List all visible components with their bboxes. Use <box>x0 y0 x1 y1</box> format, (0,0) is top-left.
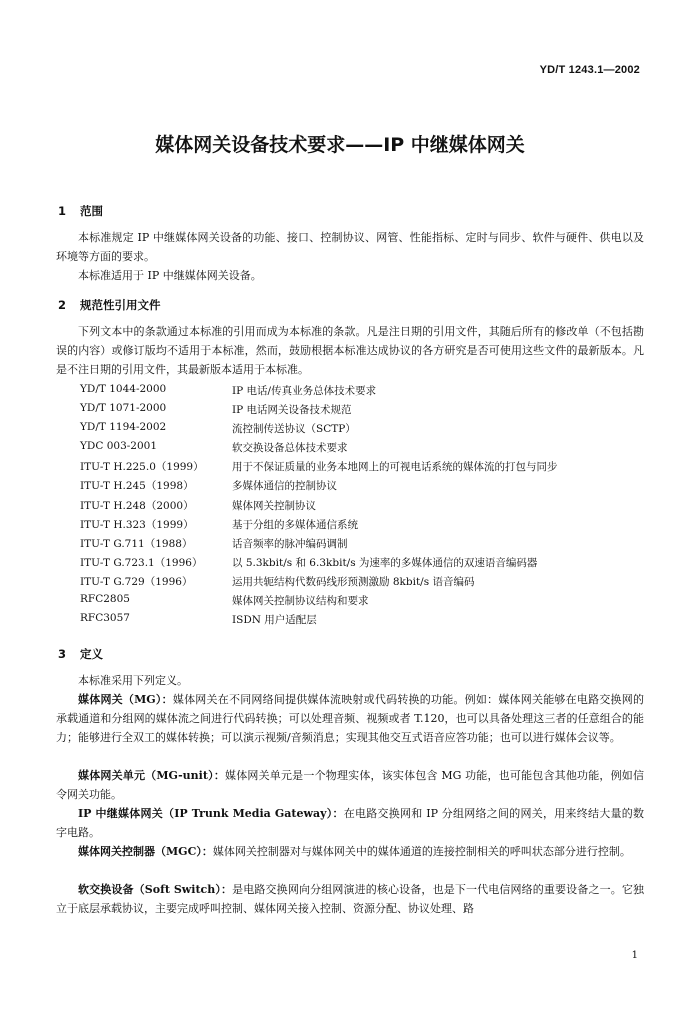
reference-title: 媒体网关控制协议结构和要求 <box>232 595 369 608</box>
reference-code: ITU-T G.729（1996） <box>80 575 193 588</box>
reference-item <box>80 440 558 459</box>
reference-code: ITU-T G.711（1988） <box>80 537 193 550</box>
reference-item <box>80 402 558 421</box>
reference-code: ITU-T G.723.1（1996） <box>80 556 203 569</box>
definition-text: 是电路交换网向分组网演进的核心设备，也是下一代电信网络的重要设备之一。它独立于底层承载协议，主要完成呼叫控制、媒体网关接入控制、资源分配、协议处理、路 <box>56 883 644 915</box>
reference-list <box>80 383 558 631</box>
definition-mg <box>56 690 644 747</box>
document-title: 媒体网关设备技术要求——IP 中继媒体网关 <box>155 134 525 156</box>
section-2-heading <box>58 297 161 313</box>
definition-text: 媒体网关在不同网络间提供媒体流映射或代码转换的功能。例如：媒体网关能够在电路交换网的承载通道和分组网的媒体流之间进行代码转换；可以处理音频、视频或者 T.120，也可以具备处理这三者的任意组合的能力；能够进行全双工的媒体转换；可以演示视频/音频消息；实现其他交互式语音应答功能；也可以进行媒体会议等。 <box>56 693 644 744</box>
reference-code: RFC3057 <box>80 612 130 625</box>
section-3-heading <box>58 646 103 662</box>
reference-code: ITU-T H.245（1998） <box>80 480 194 493</box>
reference-item <box>80 555 558 574</box>
reference-item <box>80 383 558 402</box>
definition-term: 软交换设备（Soft Switch）： <box>78 883 233 896</box>
reference-item <box>80 517 558 536</box>
section-number: 2 <box>58 298 67 312</box>
definition-soft-switch <box>56 880 644 918</box>
reference-code: YDC 003-2001 <box>80 440 158 453</box>
scope-paragraph-2: 本标准适用于 IP 中继媒体网关设备。 <box>78 269 262 282</box>
reference-code: ITU-T H.225.0（1999） <box>80 461 204 474</box>
definition-ip-trunk-mg <box>56 804 644 842</box>
reference-item <box>80 536 558 555</box>
reference-item <box>80 498 558 517</box>
reference-title: IP 电话/传真业务总体技术要求 <box>232 385 377 397</box>
reference-code: ITU-T H.248（2000） <box>80 499 194 512</box>
reference-item <box>80 478 558 497</box>
definition-term: 媒体网关（MG）： <box>78 693 173 706</box>
reference-code: YD/T 1071-2000 <box>80 402 167 415</box>
reference-title: 软交换设备总体技术要求 <box>232 442 348 455</box>
reference-title: 媒体网关控制协议 <box>232 499 316 512</box>
reference-title: 基于分组的多媒体通信系统 <box>232 518 358 531</box>
reference-item <box>80 421 558 440</box>
reference-code: RFC2805 <box>80 593 130 606</box>
definitions-intro: 本标准采用下列定义。 <box>78 674 188 687</box>
reference-title: 多媒体通信的控制协议 <box>232 480 337 493</box>
reference-title: 以 5.3kbit/s 和 6.3kbit/s 为速率的多媒体通信的双速语音编码器 <box>232 556 538 569</box>
reference-title: 话音频率的脉冲编码调制 <box>232 537 348 550</box>
reference-title: 流控制传送协议（SCTP） <box>232 423 356 436</box>
reference-item <box>80 459 558 478</box>
definition-mg-unit <box>56 766 644 804</box>
reference-item <box>80 593 558 612</box>
reference-title: IP 电话网关设备技术规范 <box>232 404 352 417</box>
reference-code: YD/T 1044-2000 <box>80 383 167 395</box>
references-intro-paragraph: 下列文本中的条款通过本标准的引用而成为本标准的条款。凡是注日期的引用文件，其随后所有的修改单（不包括勘误的内容）或修订版均不适用于本标准，然而，鼓励根据本标准达成协议的各方研究是否可使用这些文件的最新版本。凡是不注日期的引用文件，其最新版本适用于本标准。 <box>56 325 644 376</box>
reference-title: 用于不保证质量的业务本地网上的可视电话系统的媒体流的打包与同步 <box>232 461 558 474</box>
reference-item <box>80 612 558 631</box>
definition-term: IP 中继媒体网关（IP Trunk Media Gateway）： <box>78 807 344 820</box>
section-number: 1 <box>58 204 67 218</box>
definition-term: 媒体网关单元（MG-unit）： <box>78 769 226 782</box>
definition-text: 媒体网关单元是一个物理实体，该实体包含 MG 功能，也可能包含其他功能，例如信令网关功能。 <box>56 769 644 801</box>
reference-code: YD/T 1194-2002 <box>80 421 167 434</box>
document-code: YD/T 1243.1—2002 <box>539 64 640 76</box>
definition-text: 媒体网关控制器对与媒体网关中的媒体通道的连接控制相关的呼叫状态部分进行控制。 <box>212 845 631 858</box>
definition-text: 在电路交换网和 IP 分组网络之间的网关，用来终结大量的数字电路。 <box>56 807 644 839</box>
section-number: 3 <box>58 647 67 661</box>
reference-title: ISDN 用户适配层 <box>232 614 317 627</box>
section-title: 定义 <box>80 647 103 661</box>
reference-title: 运用共轭结构代数码线形预测激励 8kbit/s 语音编码 <box>232 575 475 588</box>
reference-item <box>80 574 558 593</box>
definition-mgc <box>56 842 644 861</box>
definition-term: 媒体网关控制器（MGC）： <box>78 845 213 858</box>
reference-code: ITU-T H.323（1999） <box>80 518 194 531</box>
section-title: 规范性引用文件 <box>80 298 161 312</box>
section-1-heading <box>58 203 103 219</box>
scope-paragraph-1: 本标准规定 IP 中继媒体网关设备的功能、接口、控制协议、网管、性能指标、定时与同步、软件与硬件、供电以及环境等方面的要求。 <box>56 231 644 263</box>
page-number: 1 <box>631 950 638 961</box>
section-title: 范围 <box>80 204 103 218</box>
